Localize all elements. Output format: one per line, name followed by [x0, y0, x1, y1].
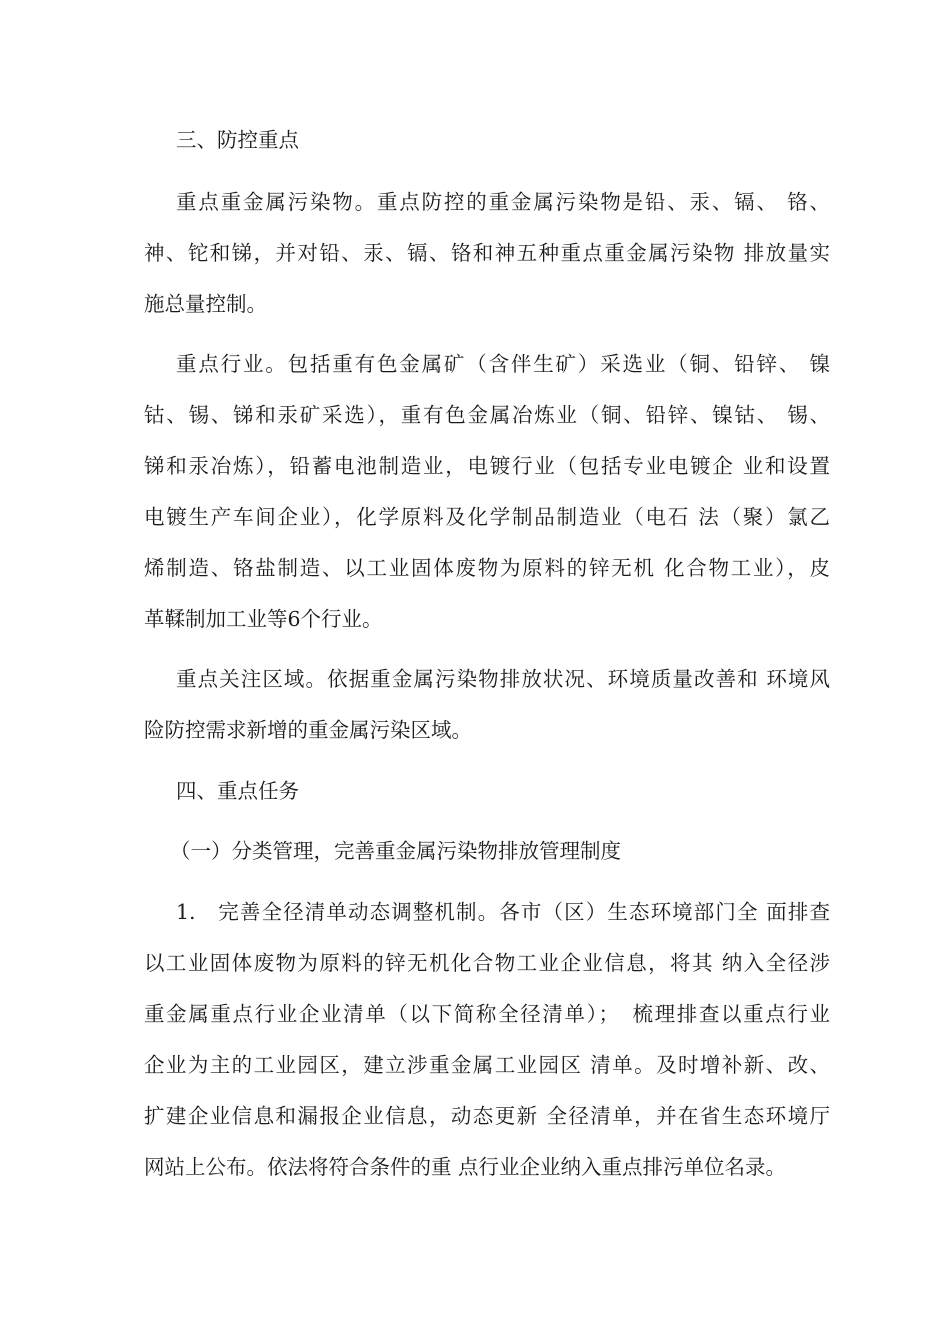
paragraph-line: 重金属重点行业企业清单（以下简称全径清单）； 梳理排查以重点行业 [144, 1002, 830, 1026]
paragraph-line: 网站上公布。依法将符合条件的重 点行业企业纳入重点排污单位名录。 [144, 1155, 787, 1179]
paragraph-line: 革鞣制加工业等6个行业。 [144, 607, 383, 631]
paragraph-line: 烯制造、铬盐制造、以工业固体废物为原料的锌无机 化合物工业），皮 [144, 556, 830, 580]
paragraph-line: 扩建企业信息和漏报企业信息，动态更新 全径清单，并在省生态环境厅 [144, 1104, 830, 1128]
heading-prevention-focus: 三、防控重点 [176, 128, 299, 152]
paragraph-line: 重点重金属污染物。重点防控的重金属污染物是铅、汞、镉、 铬、 [176, 190, 830, 214]
paragraph-line: 险防控需求新增的重金属污染区域。 [144, 718, 472, 742]
paragraph-line: 锑和汞冶炼），铅蓄电池制造业，电镀行业（包括专业电镀企 业和设置 [144, 454, 830, 478]
subheading-classified-management: （一）分类管理，完善重金属污染物排放管理制度 [170, 839, 621, 863]
paragraph-line: 施总量控制。 [144, 292, 267, 316]
paragraph-line: 钴、锡、锑和汞矿采选），重有色金属冶炼业（铜、铅锌、镍钴、 锡、 [144, 403, 830, 427]
paragraph-line: 1. 完善全径清单动态调整机制。各市（区）生态环境部门全 面排查 [176, 900, 830, 924]
paragraph-line: 重点行业。包括重有色金属矿（含伴生矿）采选业（铜、铅锌、 镍 [176, 352, 830, 376]
paragraph-line: 电镀生产车间企业），化学原料及化学制品制造业（电石 法（聚）氯乙 [144, 505, 830, 529]
paragraph-line: 企业为主的工业园区，建立涉重金属工业园区 清单。及时增补新、改、 [144, 1053, 830, 1077]
paragraph-line: 以工业固体废物为原料的锌无机化合物工业企业信息，将其 纳入全径涉 [144, 951, 830, 975]
paragraph-line: 神、铊和锑，并对铅、汞、镉、铬和神五种重点重金属污染物 排放量实 [144, 241, 830, 265]
heading-key-tasks: 四、重点任务 [176, 779, 299, 803]
paragraph-line: 重点关注区域。依据重金属污染物排放状况、环境质量改善和 环境风 [176, 667, 830, 691]
